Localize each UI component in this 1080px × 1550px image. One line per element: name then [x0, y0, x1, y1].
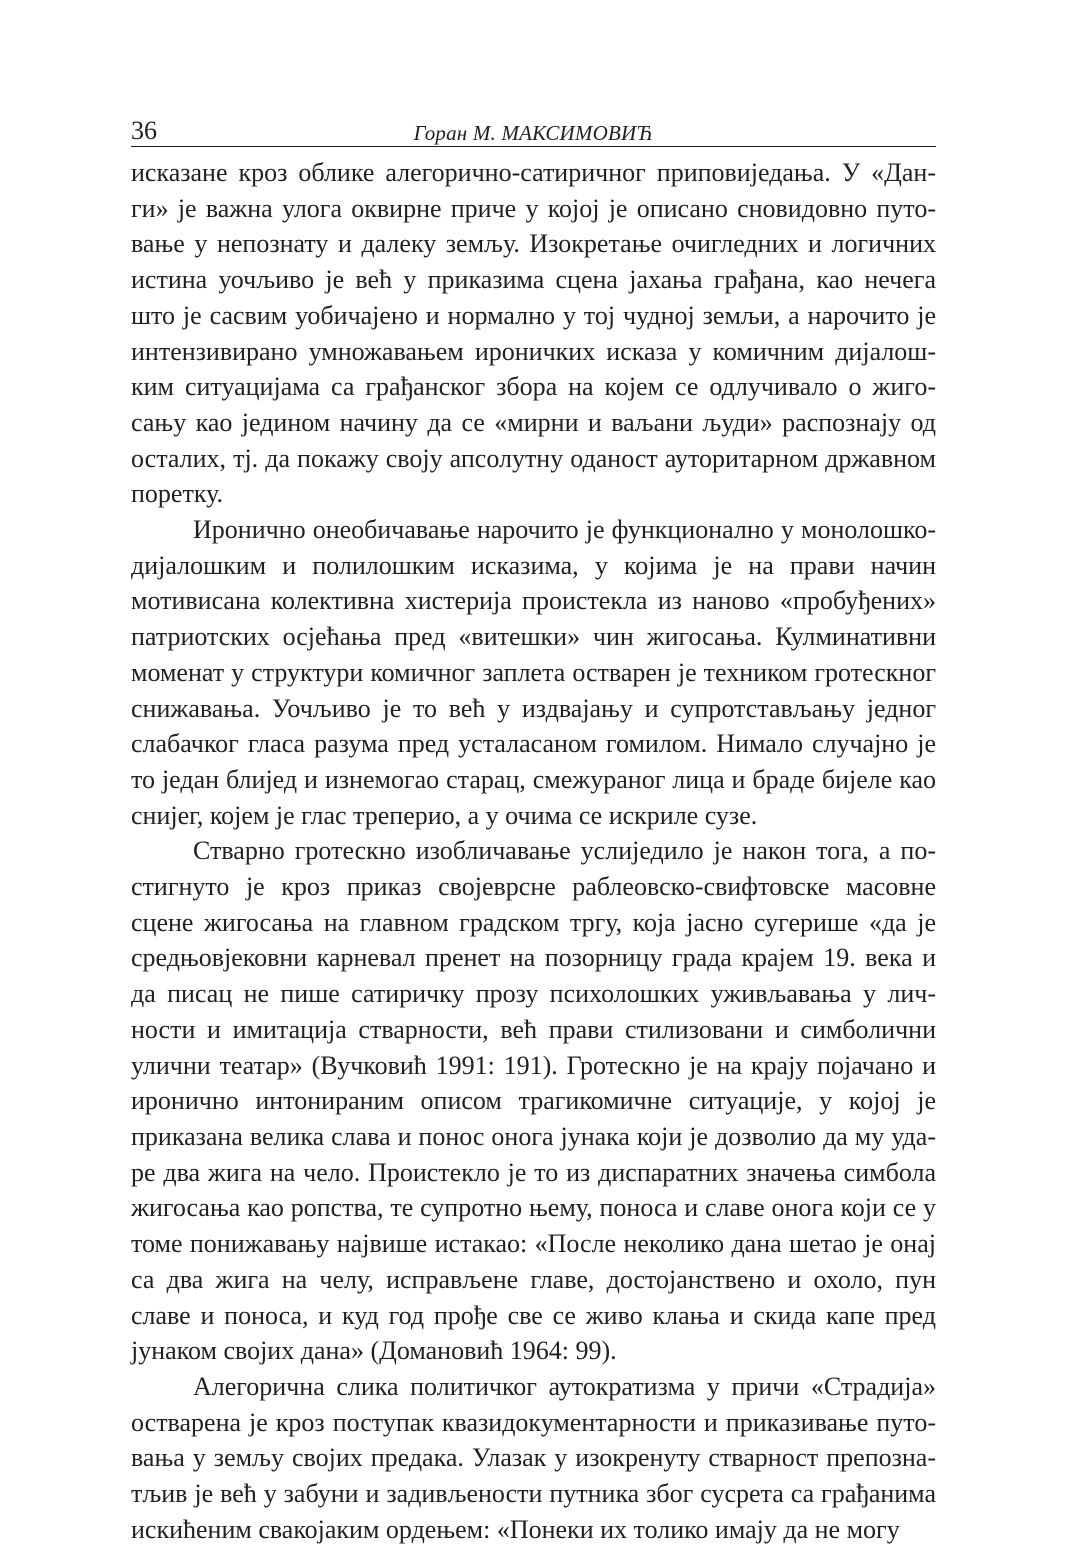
- paragraph-4: Алегорична слика политичког аутократизма у причи «Страдија» остварена је кроз поступак квазидокументарности и приказивање путовања у земљу својих предака. Улазак у изокренуту стварност препознатљив је већ у забуни и задивљености путника због сусрета са грађанима искићеним свакојаким ордењем: «Понеки их толико имају да не могу: [131, 1371, 936, 1544]
- body-text: [131, 155, 936, 1547]
- running-title: Горан М. МАКСИМОВИЋ: [413, 121, 654, 145]
- paragraph-2: Иронично онеобичавање нарочито је функционално у монолошко-дијалошким и полилошким исказима, у којима је на прави начин мотивисана колективна хистерија проистекла из наново «пробуђених» патриотских осјећања пред «витешки» чин жигосања. Кулминативни моменат у структури комичног заплета остварен је техником гротескног снижавања. Уочљиво је то већ у издвајању и супротстављању једног слабачког гласа разума пред усталасаном гомилом. Нимало случајно је то један блијед и изнемогао старац, смежураног лица и браде бијеле као снијег, којем је глас треперио, а у очима се искриле сузе.: [131, 515, 936, 830]
- paragraph-1: исказане кроз облике алегорично-сатиричног приповиједања. У «Данги» је важна улога оквирне приче у којој је описано сновидовно путовање у непознату и далеку земљу. Изокретање очигледних и логичних истина уочљиво је већ у приказима сцена јахања грађана, као нечега што је сасвим уобичајено и нормално у тој чудној земљи, а нарочито је интензивирано умножавањем ироничких исказа у комичним дијалошким ситуацијама са грађанског збора на којем се одлучивало о жигосању као једином начину да се «мирни и ваљани људи» распознају од осталих, тј. да покажу своју апсолутну оданост ауторитарном државном поретку.: [131, 158, 936, 509]
- running-header: [131, 112, 936, 147]
- page-number: 36: [131, 116, 157, 145]
- paragraph-3: Стварно гротескно изобличавање услиједило је након тога, а постигнуто је кроз приказ својеврсне раблеовско-свифтовске масовне сцене жигосања на главном градском тргу, која јасно сугерише «да је средњовјековни карневал пренет на позорницу града крајем 19. века и да писац не пише сатиричку прозу психолошких уживљавања у личности и имитација стварности, већ прави стилизовани и симболични улични театар» (Вучковић 1991: 191). Гротескно је на крају појачано и иронично интонираним описом трагикомичне ситуације, у којој је приказана велика слава и понос онога јунака који је дозволио да му ударе два жига на чело. Проистекло је то из диспаратних значења симбола жигосања као ропства, те супротно њему, поноса и славе онога који се у томе понижавању највише истакао: «После неколико дана шетао је онај са два жига на челу, исправљене главе, достојанствено и охоло, пун славе и поноса, и куд год прође све се живо клања и скида капе пред јунаком својих дана» (Домановић 1964: 99).: [131, 836, 936, 1366]
